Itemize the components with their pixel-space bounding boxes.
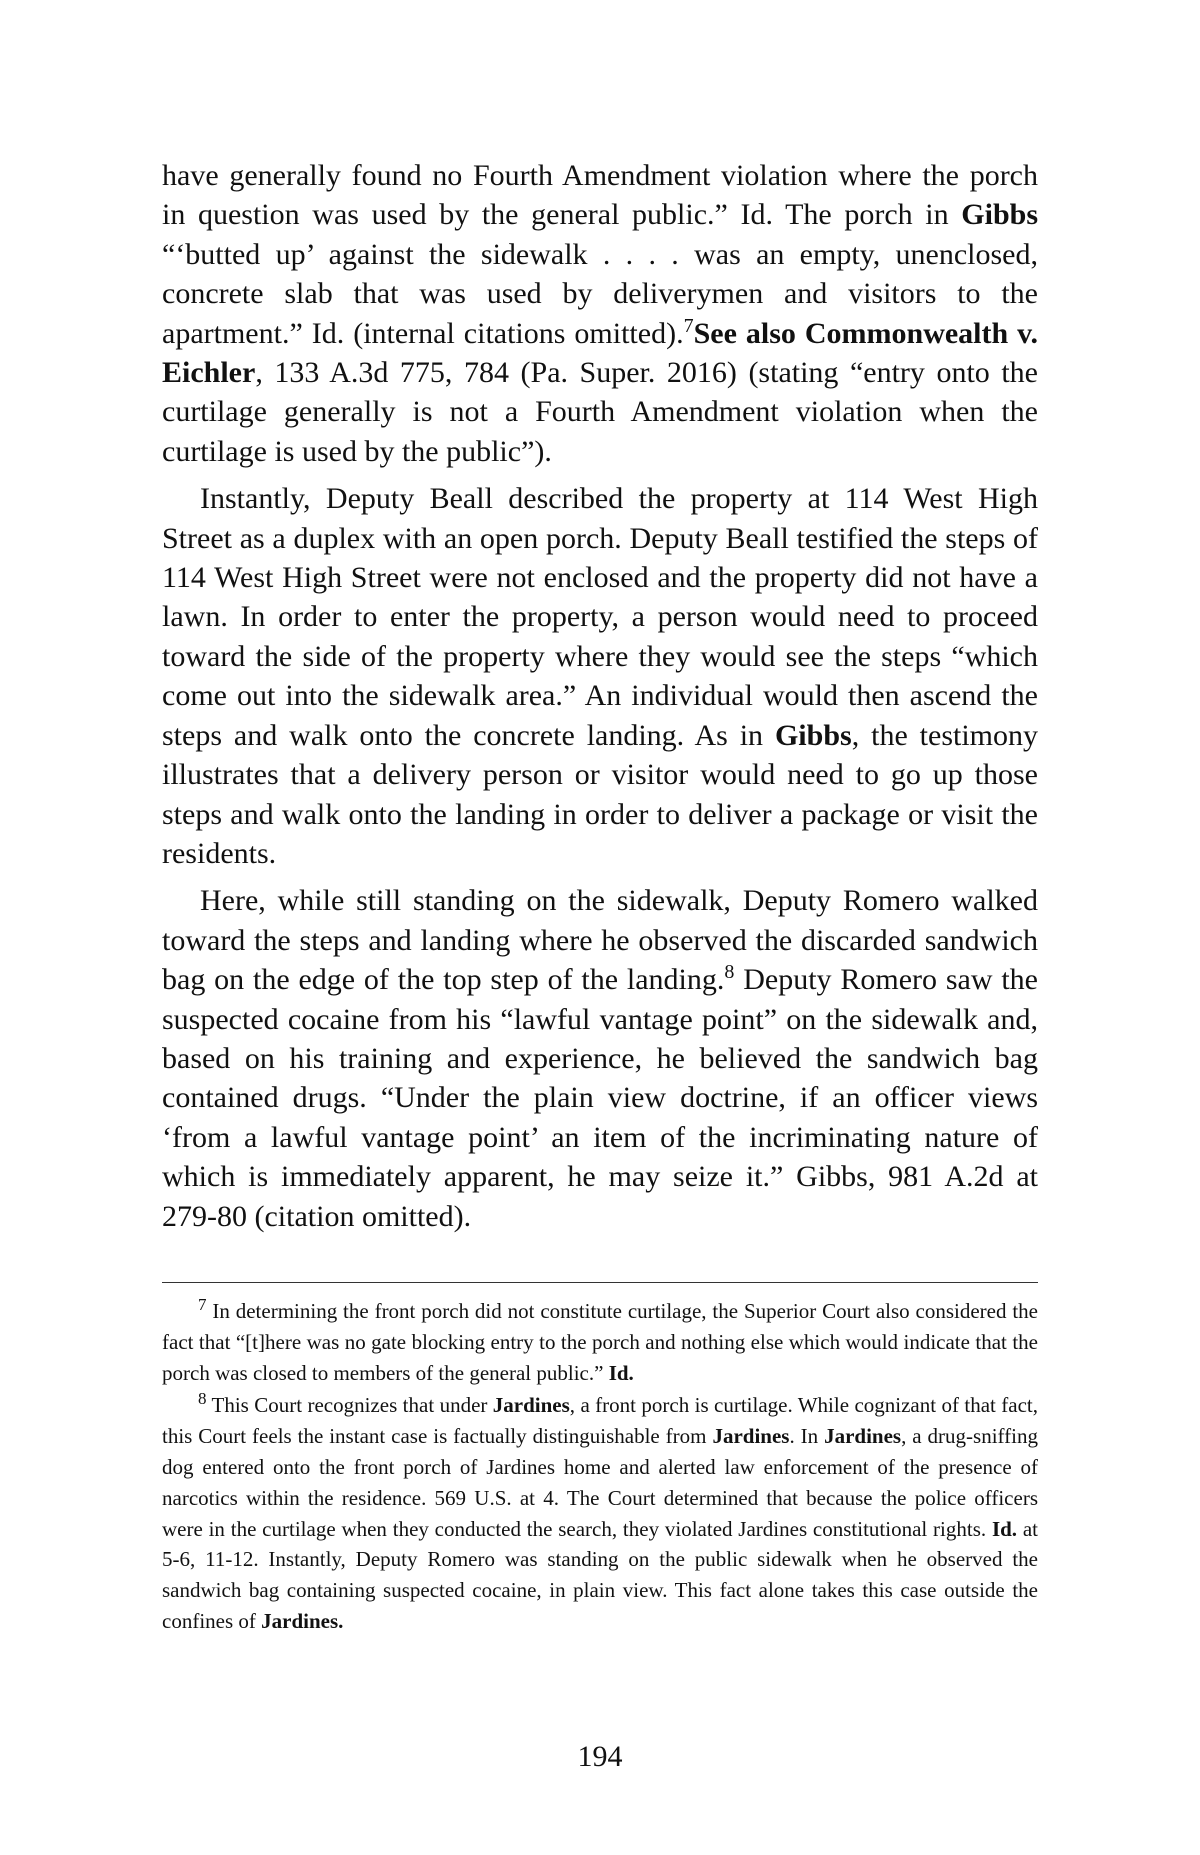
text-run: at 5-6, 11-12. Instantly, Deputy Romero was standing on the public sidewalk when he observed the sandwich bag containing suspected cocaine, in plain view. This fact alone takes this case outside the confines of <box>162 1516 1039 1633</box>
body-paragraph <box>162 479 1038 873</box>
text-run: , a front porch is curtilage. While cognizant of that fact, this Court feels the instant case is factually distinguishable from <box>162 1393 1038 1449</box>
bold-citation: Jardines <box>492 1393 570 1418</box>
text-run: . In <box>789 1424 825 1449</box>
bold-citation: Jardines <box>712 1424 790 1449</box>
bold-citation: Gibbs <box>774 718 852 752</box>
text-run: This Court recognizes that under <box>206 1393 493 1418</box>
footnote-divider <box>162 1282 1038 1283</box>
body-paragraph <box>162 881 1038 1236</box>
footnote-reference: 8 <box>724 961 735 984</box>
bold-citation: Id. <box>608 1360 634 1385</box>
page-number: 194 <box>577 1740 623 1773</box>
bold-citation: Gibbs <box>961 198 1038 232</box>
footnotes <box>162 1296 1038 1639</box>
footnote-reference: 7 <box>683 314 694 337</box>
bold-citation: See also Commonwealth v. Eichler <box>162 316 1039 390</box>
footnote-marker: 8 <box>198 1389 207 1409</box>
text-run: Here, while still standing on the sidewalk, Deputy Romero walked toward the steps and landing where he observed the discarded sandwich bag on the edge of the top step of the landing. <box>162 884 1038 997</box>
bold-citation: Id. <box>991 1516 1018 1541</box>
footnote <box>162 1390 1038 1636</box>
bold-citation: Jardines <box>824 1424 902 1449</box>
text-run: In determining the front porch did not constitute curtilage, the Superior Court also considered the fact that “[t]here was no gate blocking entry to the porch and nothing else which would indicate that the porch was closed to members of the general public.” <box>162 1299 1038 1385</box>
footnote-marker: 7 <box>198 1295 207 1314</box>
text-run: , 133 A.3d 775, 784 (Pa. Super. 2016) (stating “entry onto the curtilage generally is not a Fourth Amendment violation when the curtilage is used by the public”). <box>162 356 1038 468</box>
body-text <box>162 156 1038 1244</box>
bold-citation: Jardines. <box>261 1608 344 1633</box>
footnote <box>162 1296 1038 1388</box>
text-run: have generally found no Fourth Amendment violation where the porch in question was used by the general public.” Id. The porch in <box>162 159 1038 232</box>
body-paragraph <box>162 156 1038 471</box>
text-run: , the testimony illustrates that a delivery person or visitor would need to go up those steps and walk onto the landing in order to deliver a package or visit the residents. <box>162 718 1039 870</box>
text-run: Deputy Romero saw the suspected cocaine from his “lawful vantage point” on the sidewalk and, based on his training and experience, he believed the sandwich bag contained drugs. “Under the plain view doctrine, if an officer views ‘from a lawful vantage point’ an item of the incriminating nature of which is immediately apparent, he may seize it.” Gibbs, 981 A.2d at 279-80 (citation omitted). <box>162 963 1038 1233</box>
text-run: “‘butted up’ against the sidewalk . . . . was an empty, unenclosed, concrete slab that was used by deliverymen and visitors to the apartment.” Id. (internal citations omitted). <box>162 237 1038 350</box>
text-run: Instantly, Deputy Beall described the property at 114 West High Street as a duplex with an open porch. Deputy Beall testified the steps of 114 West High Street were not enclosed and the property did not have a lawn. In order to enter the property, a person would need to proceed toward the side of the property where they would see the steps “which come out into the sidewalk area.” An individual would then ascend the steps and walk onto the concrete landing. As in <box>162 482 1038 752</box>
text-run: , a drug-sniffing dog entered onto the front porch of Jardines home and alerted law enforcement of the presence of narcotics within the residence. 569 U.S. at 4. The Court determined that because the police officers were in the curtilage when they conducted the search, they violated Jardines constitutional rights. <box>162 1424 1038 1541</box>
